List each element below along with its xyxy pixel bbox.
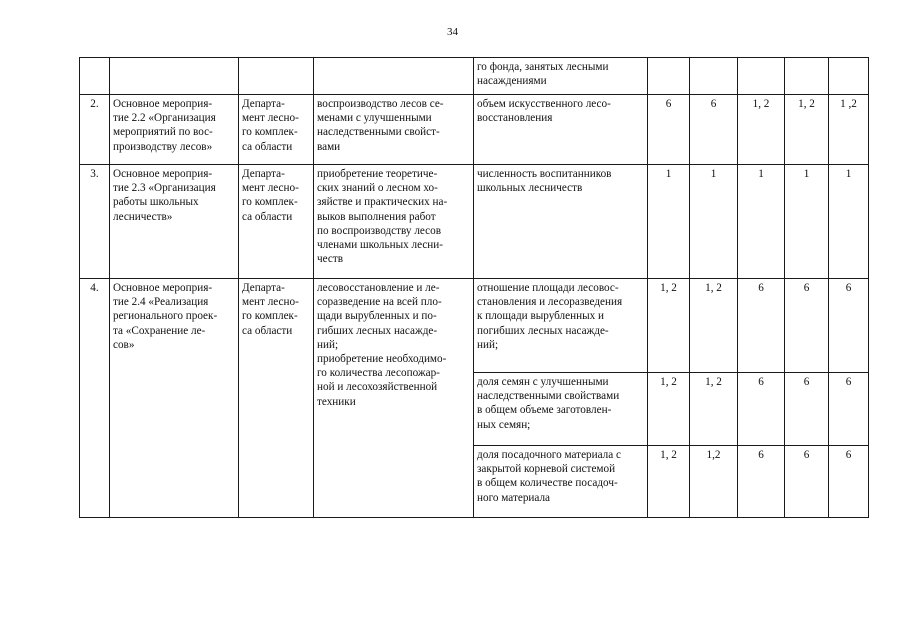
row-number [80, 58, 110, 95]
indicator-value: 6 [829, 279, 869, 373]
indicator-value: 6 [829, 446, 869, 518]
table-row [80, 279, 869, 373]
indicator-name: доля семян с улучшенными наследственными свойствами в общем объеме заготовлен- ных семян; [474, 373, 648, 446]
indicator-value [738, 58, 785, 95]
indicator-name: го фонда, занятых лесными насаждениями [474, 58, 648, 95]
indicator-value: 6 [738, 279, 785, 373]
page-number: 34 [447, 26, 458, 38]
indicator-value: 1, 2 [785, 95, 829, 165]
table-row [80, 165, 869, 279]
indicator-value: 1 [690, 165, 738, 279]
indicator-value: 1, 2 [648, 373, 690, 446]
measure-name: Основное мероприя- тие 2.4 «Реализация регионального проек- та «Сохранение ле- сов» [110, 279, 239, 518]
measure-content [314, 58, 474, 95]
executor: Департа- мент лесно- го комплек- са области [239, 279, 314, 518]
indicator-name: доля посадочного материала с закрытой корневой системой в общем количестве посадоч- ного материала [474, 446, 648, 518]
indicator-value: 1, 2 [648, 279, 690, 373]
indicator-name: объем искусственного лесо- восстановления [474, 95, 648, 165]
indicator-value: 1 [829, 165, 869, 279]
indicator-value: 1 [738, 165, 785, 279]
indicator-value: 6 [738, 446, 785, 518]
executor [239, 58, 314, 95]
measure-name [110, 58, 239, 95]
row-number: 3. [80, 165, 110, 279]
executor: Департа- мент лесно- го комплек- са области [239, 95, 314, 165]
indicator-name: отношение площади лесовос- становления и лесоразведения к площади вырубленных и погибших лесных насажде- ний; [474, 279, 648, 373]
indicator-value: 1,2 [690, 446, 738, 518]
indicator-value: 6 [829, 373, 869, 446]
measure-name: Основное мероприя- тие 2.3 «Организация работы школьных лесничеств» [110, 165, 239, 279]
indicator-value [690, 58, 738, 95]
indicator-value: 1 [785, 165, 829, 279]
indicator-value: 6 [785, 373, 829, 446]
indicator-value: 6 [738, 373, 785, 446]
indicator-value [785, 58, 829, 95]
measure-content: лесовосстановление и ле- соразведение на всей пло- щади вырубленных и по- гибших лесных насажде- ний; приобретение необходимо- го количества лесопожар- ной и лесохозяйственной техники [314, 279, 474, 518]
measure-content: воспроизводство лесов се- менами с улучшенными наследственными свойст- вами [314, 95, 474, 165]
indicator-value: 6 [785, 446, 829, 518]
row-number: 4. [80, 279, 110, 518]
table-row [80, 95, 869, 165]
indicator-name: численность воспитанников школьных лесничеств [474, 165, 648, 279]
indicator-value: 1, 2 [738, 95, 785, 165]
indicator-value: 1 ,2 [829, 95, 869, 165]
indicator-value [829, 58, 869, 95]
indicator-value: 1 [648, 165, 690, 279]
indicator-value: 6 [785, 279, 829, 373]
table-row [80, 58, 869, 95]
indicator-value [648, 58, 690, 95]
measure-name: Основное мероприя- тие 2.2 «Организация мероприятий по вос- производству лесов» [110, 95, 239, 165]
indicator-value: 1, 2 [690, 279, 738, 373]
row-number: 2. [80, 95, 110, 165]
indicator-value: 1, 2 [690, 373, 738, 446]
indicator-value: 1, 2 [648, 446, 690, 518]
measures-table [79, 57, 869, 518]
indicator-value: 6 [690, 95, 738, 165]
measure-content: приобретение теоретиче- ских знаний о лесном хо- зяйстве и практических на- выков выполнения работ по воспроизводству лесов членами школьных лесни- честв [314, 165, 474, 279]
indicator-value: 6 [648, 95, 690, 165]
executor: Департа- мент лесно- го комплек- са области [239, 165, 314, 279]
